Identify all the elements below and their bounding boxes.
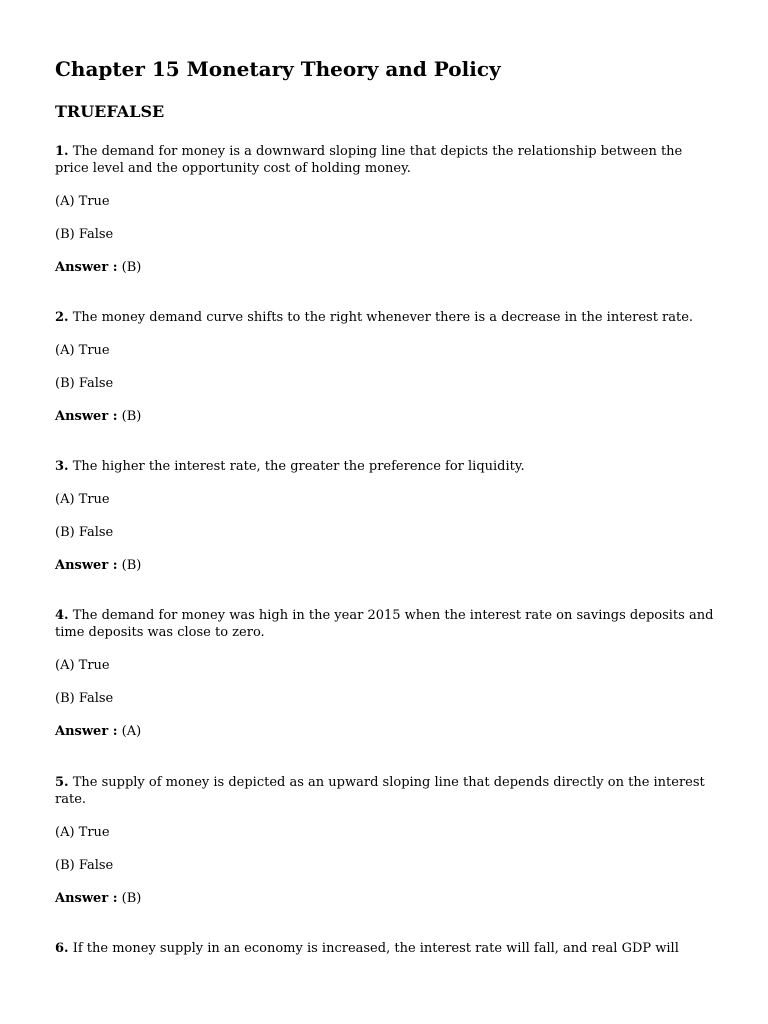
answer-label: Answer : [55,558,118,573]
question-body: If the money supply in an economy is increased, the interest rate will fall, and real GDP will [72,941,679,956]
question-body: The demand for money is a downward sloping line that depicts the relationship between the price level and the opportunity cost of holding money. [55,144,683,176]
answer-label: Answer : [55,891,118,906]
option-b: (B) False [55,525,114,540]
option-b: (B) False [55,227,114,242]
option-a: (A) True [55,343,110,358]
answer-value: (A) [121,724,142,739]
question-number: 5. [55,775,69,790]
answer-line [55,723,141,740]
question-number: 6. [55,941,69,956]
option-a: (A) True [55,492,110,507]
question-number: 3. [55,459,69,474]
question-text [55,309,720,326]
answer-value: (B) [121,260,142,275]
question-number: 2. [55,310,69,325]
question-1 [55,143,720,275]
option-a: (A) True [55,194,110,209]
question-number: 4. [55,608,69,623]
answer-line [55,408,141,425]
answer-label: Answer : [55,409,118,424]
question-text [55,774,720,808]
question-body: The higher the interest rate, the greater the preference for liquidity. [72,459,525,474]
question-text [55,940,720,957]
answer-value: (B) [121,891,142,906]
option-a: (A) True [55,658,110,673]
question-4 [55,607,720,739]
question-body: The supply of money is depicted as an upward sloping line that depends directly on the interest rate. [55,775,705,807]
option-b: (B) False [55,691,114,706]
option-a: (A) True [55,825,110,840]
answer-value: (B) [121,558,142,573]
answer-line [55,890,141,907]
question-6 [55,940,720,957]
answer-line [55,557,141,574]
question-text [55,143,720,177]
chapter-title: Chapter 15 Monetary Theory and Policy [55,57,501,81]
question-text [55,458,720,475]
question-5 [55,774,720,906]
question-number: 1. [55,144,69,159]
answer-label: Answer : [55,724,118,739]
question-body: The demand for money was high in the year 2015 when the interest rate on savings deposits and time deposits was close to zero. [55,608,714,640]
option-b: (B) False [55,376,114,391]
answer-value: (B) [121,409,142,424]
question-2 [55,309,720,424]
question-text [55,607,720,641]
question-3 [55,458,720,573]
section-title: TRUEFALSE [55,102,165,121]
option-b: (B) False [55,858,114,873]
answer-label: Answer : [55,260,118,275]
question-body: The money demand curve shifts to the right whenever there is a decrease in the interest rate. [72,310,694,325]
answer-line [55,259,141,276]
